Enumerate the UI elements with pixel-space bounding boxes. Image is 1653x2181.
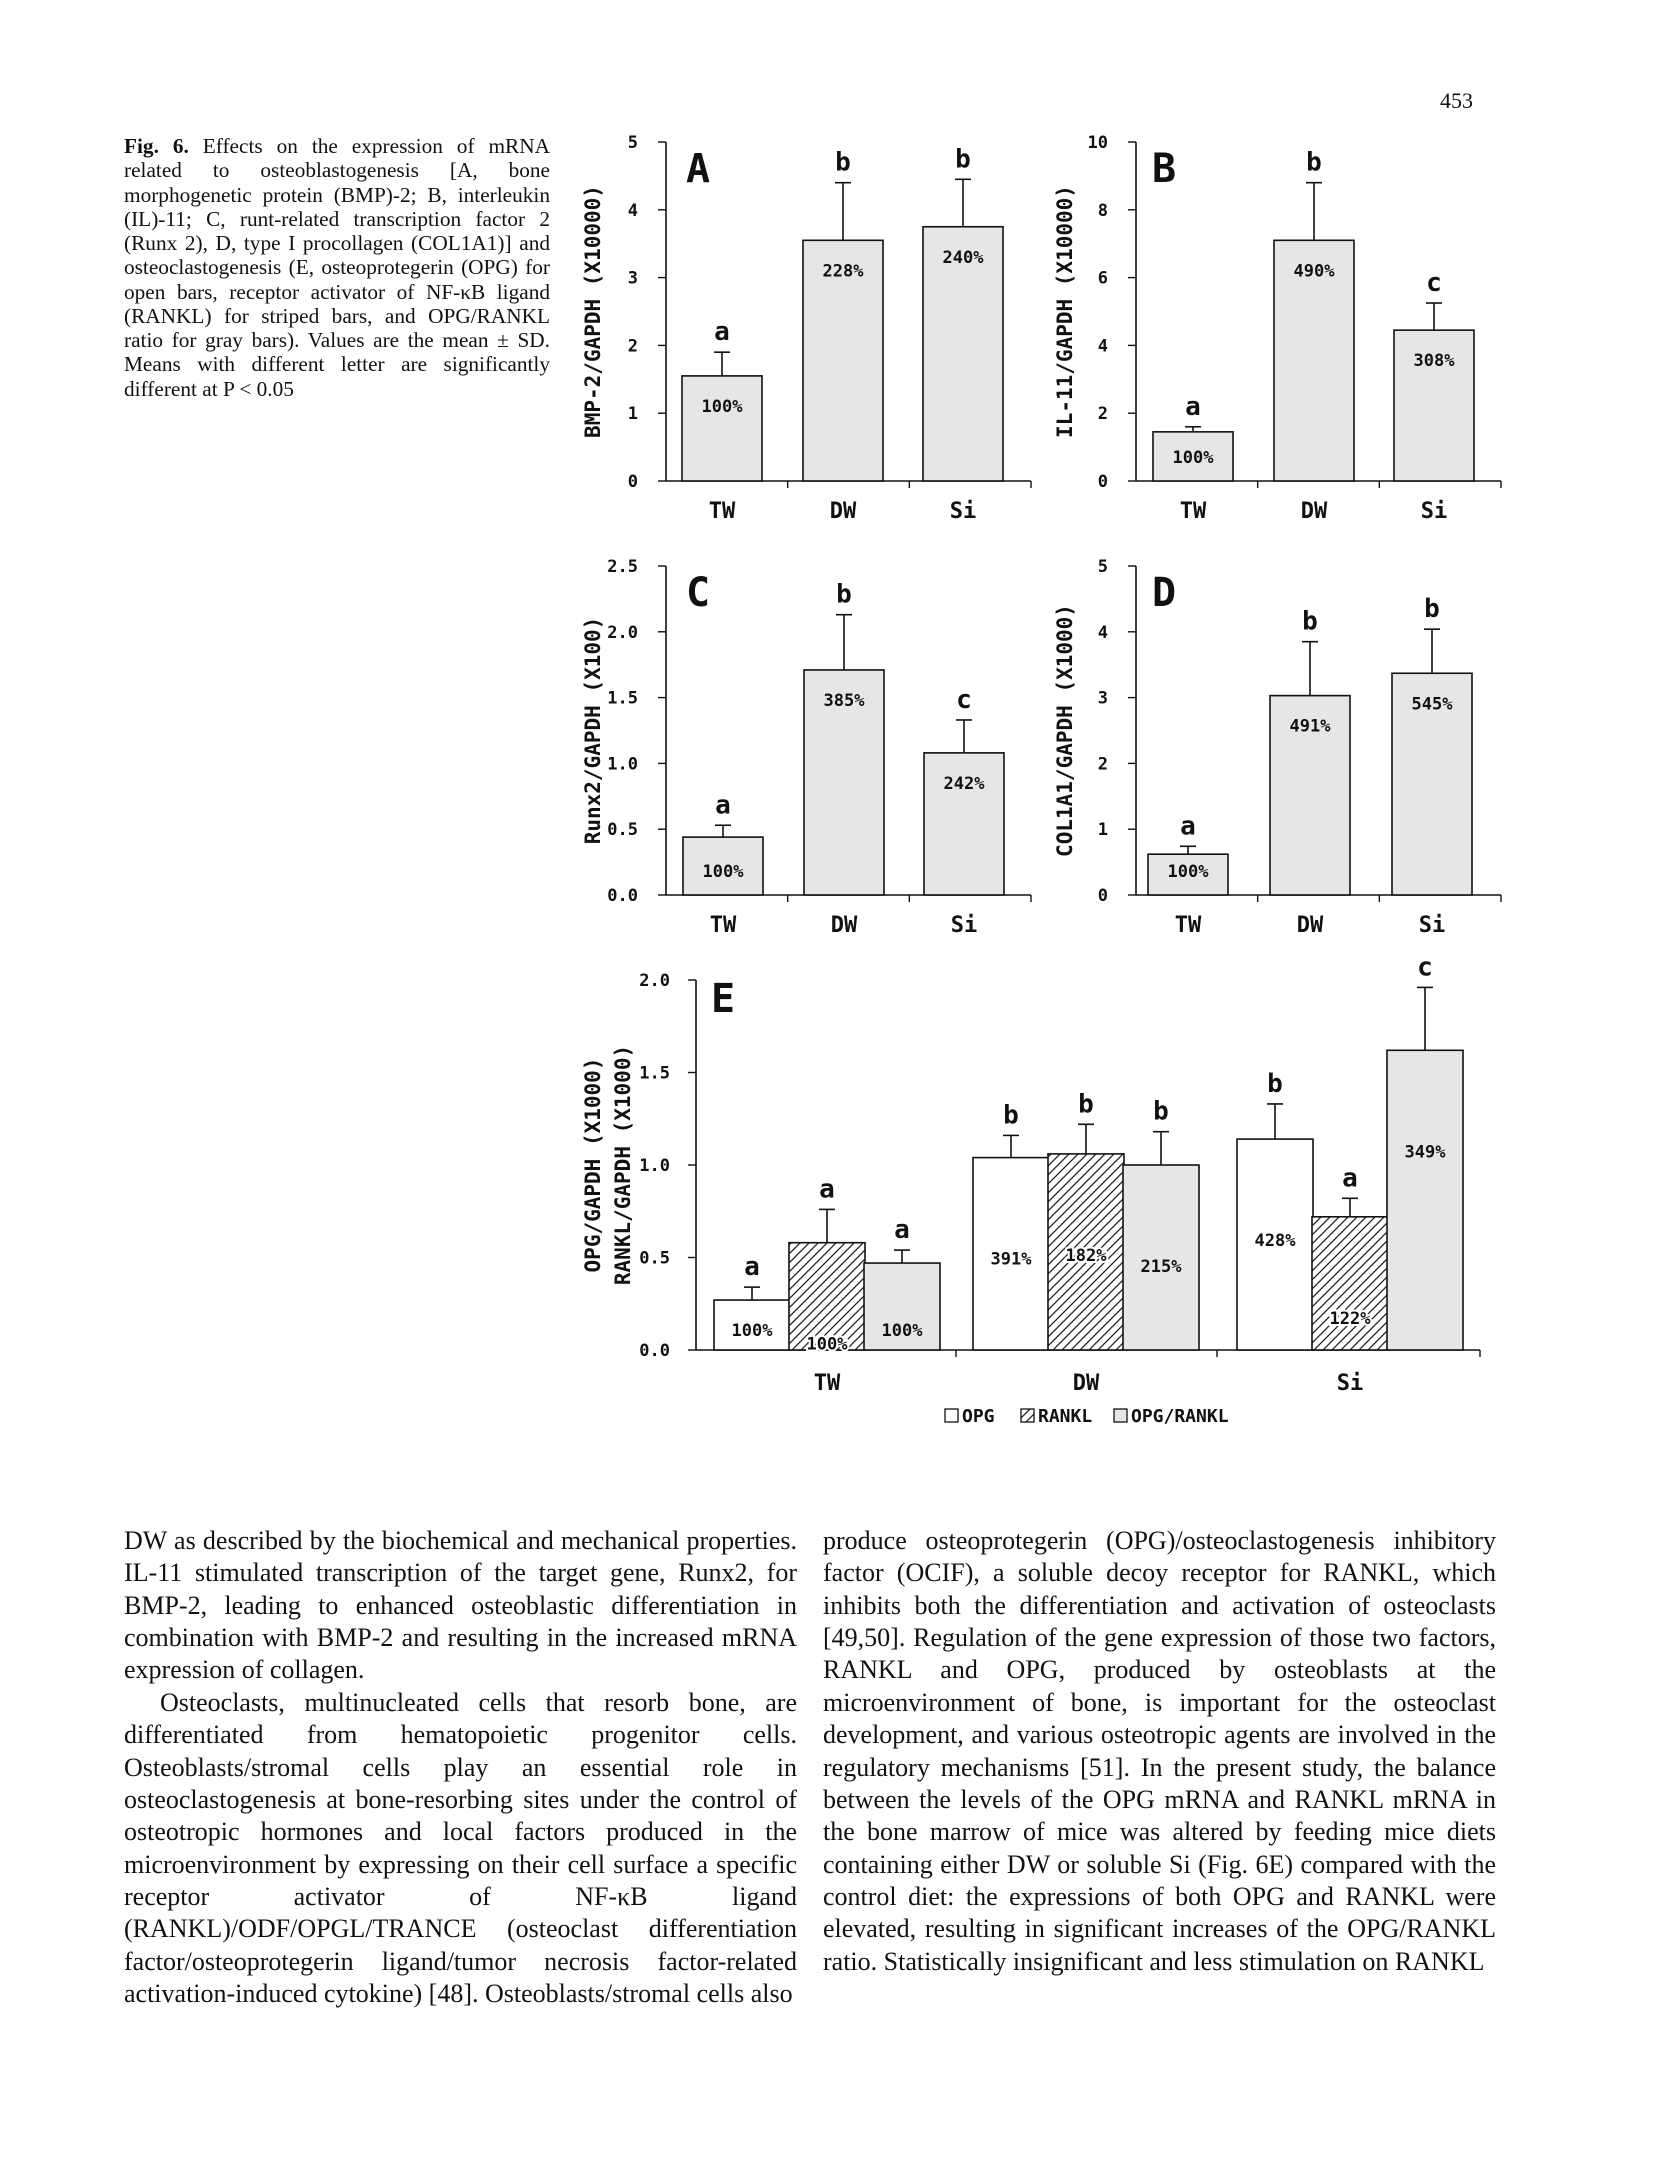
panel-a-panel-letter: A xyxy=(686,146,711,192)
panel-d-y-tick-label: 2 xyxy=(1097,754,1108,775)
panel-e-sig-letter: b xyxy=(1003,1100,1019,1131)
panel-e-y-tick-label: 2.0 xyxy=(639,971,670,991)
panel-c-x-tick-label: Si xyxy=(950,913,978,938)
panel-e-y-tick-label: 0.5 xyxy=(639,1248,670,1269)
legend-swatch-opg-rankl xyxy=(1114,1409,1127,1422)
panel-e-sig-letter: b xyxy=(1078,1089,1094,1120)
body-paragraph: produce osteoprotegerin (OPG)/osteoclastogenesis inhibitory factor (OCIF), a soluble decoy receptor for RANKL, which inhibits both the differentiation and activation of osteoclasts [49,50]. Regulation of the gene expression of those two factors, RANKL and OPG, produced by osteoblasts at the microenvironment of bone, is important for the osteoclast development, and various osteotropic agents are involved in the regulatory mechanisms [51]. In the present study, the balance between the levels of the OPG mRNA and RANKL mRNA in the bone marrow of mice was altered by feeding mice diets containing either DW or soluble Si (Fig. 6E) compared with the control diet: the expressions of both OPG and RANKL were elevated, resulting in significant increases of the OPG/RANKL ratio. Statistically insignificant and less stimulation on RANKL xyxy=(823,1526,1496,1976)
panel-a-bar xyxy=(682,376,762,481)
legend-swatch-opg xyxy=(945,1409,958,1422)
panel-b-x-tick-label: TW xyxy=(1179,499,1207,524)
panel-c-x-tick-label: DW xyxy=(830,913,858,938)
panel-c-y-tick-label: 2.0 xyxy=(607,622,638,643)
body-paragraph: Osteoclasts, multinucleated cells that resorb bone, are differentiated from hematopoietic progenitor cells. Osteoblasts/stromal cells play an essential role in osteoclastogenesis at bone-resorbing sites under the control of osteotropic hormones and local factors produced in the microenvironment by expressing on their cell surface a specific receptor activator of NF-κB ligand (RANKL)/ODF/OPGL/TRANCE (osteoclast differentiation factor/osteoprotegerin ligand/tumor necrosis factor-related activation-induced cytokine) [48]. Osteoblasts/stromal cells also xyxy=(124,1687,797,2009)
panel-b-panel-letter: B xyxy=(1152,146,1177,192)
panel-e-panel-letter: E xyxy=(711,976,736,1022)
panel-b-y-tick-label: 8 xyxy=(1097,200,1108,221)
panel-c-sig-letter: c xyxy=(956,684,972,715)
panel-e-bar-value-label: 349% xyxy=(1404,1142,1446,1163)
panel-a-y-tick-label: 4 xyxy=(627,200,638,221)
panel-b-y-tick-label: 10 xyxy=(1087,133,1108,153)
panel-d-bar-value-label: 491% xyxy=(1289,716,1331,737)
panel-a-bar-value-label: 100% xyxy=(701,396,743,417)
panel-a-y-tick-label: 2 xyxy=(627,336,638,357)
panel-a-x-tick-label: Si xyxy=(949,499,977,524)
panel-b-sig-letter: c xyxy=(1426,268,1442,299)
panel-e-bar-value-label: 100% xyxy=(731,1321,773,1341)
panel-a-y-label: BMP-2/GAPDH (X10000) xyxy=(581,185,605,438)
panel-e-y-tick-label: 1.0 xyxy=(639,1156,670,1176)
panel-d-y-tick-label: 1 xyxy=(1097,820,1108,841)
panel-e-x-tick-label: DW xyxy=(1072,1371,1100,1396)
panel-b-sig-letter: b xyxy=(1306,147,1322,178)
panel-c-sig-letter: a xyxy=(715,790,731,821)
panel-e-sig-letter: a xyxy=(744,1252,760,1283)
panel-e-bar-value-label: 122% xyxy=(1329,1308,1371,1329)
panel-d-x-tick-label: Si xyxy=(1418,913,1446,938)
caption-label: Fig. 6. xyxy=(124,134,189,158)
body-paragraph: DW as described by the biochemical and mechanical properties. IL-11 stimulated transcription of the target gene, Runx2, for BMP-2, leading to enhanced osteoblastic differentiation in combination with BMP-2 and resulting in the increased mRNA expression of collagen. xyxy=(124,1526,797,1685)
panel-d-y-tick-label: 3 xyxy=(1097,688,1108,709)
legend-label: OPG xyxy=(962,1406,995,1427)
panel-e-x-tick-label: TW xyxy=(813,1371,841,1396)
panel-b-x-tick-label: DW xyxy=(1300,499,1328,524)
panel-e-bar-gray xyxy=(1387,1050,1463,1350)
panel-e-x-tick-label: Si xyxy=(1336,1371,1364,1396)
panel-c-y-tick-label: 1.5 xyxy=(607,688,638,709)
panel-a-x-tick-label: DW xyxy=(829,499,857,524)
panel-a-y-tick-label: 0 xyxy=(627,472,638,492)
panel-e-sig-letter: a xyxy=(1342,1163,1358,1194)
panel-e-bar-value-label: 100% xyxy=(806,1334,848,1355)
legend-label: RANKL xyxy=(1038,1406,1093,1427)
panel-b-sig-letter: a xyxy=(1185,391,1201,422)
panel-c-sig-letter: b xyxy=(836,579,852,610)
panel-e-sig-letter: a xyxy=(894,1215,910,1246)
panel-a-sig-letter: b xyxy=(955,144,971,175)
panel-e-sig-letter: b xyxy=(1267,1068,1283,1099)
panel-e-bar-value-label: 428% xyxy=(1254,1231,1296,1252)
body-column-right xyxy=(823,1525,1496,1978)
legend-label: OPG/RANKL xyxy=(1131,1406,1229,1427)
panel-a-sig-letter: b xyxy=(835,147,851,178)
panel-c-y-tick-label: 1.0 xyxy=(607,754,638,775)
panel-b-bar-value-label: 308% xyxy=(1413,351,1455,372)
panel-e-sig-letter: a xyxy=(819,1174,835,1205)
panel-c-bar-value-label: 385% xyxy=(823,690,865,711)
panel-c-bar-value-label: 242% xyxy=(943,773,985,794)
panel-c-y-tick-label: 0.0 xyxy=(607,886,638,906)
panel-b-y-tick-label: 4 xyxy=(1097,336,1108,357)
panel-e-bar-striped xyxy=(1312,1217,1388,1350)
panel-d-sig-letter: a xyxy=(1180,811,1196,842)
panel-d-x-tick-label: DW xyxy=(1296,913,1324,938)
panel-a-y-tick-label: 3 xyxy=(627,268,638,289)
panel-d-y-tick-label: 5 xyxy=(1097,557,1108,577)
panel-b-bar-value-label: 490% xyxy=(1293,261,1335,282)
panel-d-x-tick-label: TW xyxy=(1174,913,1202,938)
panel-a-bar-value-label: 240% xyxy=(942,247,984,268)
panel-e-bar-value-label: 215% xyxy=(1140,1257,1182,1277)
panel-a-sig-letter: a xyxy=(714,317,730,348)
panel-d-y-label: COL1A1/GAPDH (X1000) xyxy=(1053,604,1077,857)
panel-c-bar-value-label: 100% xyxy=(702,862,744,882)
panel-e-y-label-2: RANKL/GAPDH (X1000) xyxy=(611,1044,635,1286)
panel-e-y-label: OPG/GAPDH (X1000) xyxy=(581,1057,605,1273)
panel-b-y-tick-label: 2 xyxy=(1097,404,1108,425)
panel-e-sig-letter: b xyxy=(1153,1096,1169,1127)
panel-d-bar-value-label: 100% xyxy=(1167,862,1209,882)
panel-e-bar-value-label: 391% xyxy=(990,1249,1032,1270)
panel-e-y-tick-label: 1.5 xyxy=(639,1063,670,1084)
panel-e-bar-value-label: 182% xyxy=(1065,1245,1107,1266)
panel-a-x-tick-label: TW xyxy=(708,499,736,524)
panel-a-y-tick-label: 1 xyxy=(627,404,638,425)
body-column-left xyxy=(124,1525,797,2010)
panel-d-sig-letter: b xyxy=(1302,606,1318,637)
panel-d-y-tick-label: 0 xyxy=(1097,886,1108,906)
panel-c-y-tick-label: 2.5 xyxy=(607,557,638,577)
panel-b-y-tick-label: 6 xyxy=(1097,268,1108,289)
legend-swatch-rankl xyxy=(1021,1409,1034,1422)
panel-d-y-tick-label: 4 xyxy=(1097,622,1108,643)
panel-b-y-label: IL-11/GAPDH (X10000) xyxy=(1053,185,1077,438)
panel-c-y-tick-label: 0.5 xyxy=(607,820,638,841)
panel-a-y-tick-label: 5 xyxy=(627,133,638,153)
page-number: 453 xyxy=(1440,88,1473,113)
panel-e-y-tick-label: 0.0 xyxy=(639,1341,670,1361)
panel-d-sig-letter: b xyxy=(1424,594,1440,625)
panel-a-bar-value-label: 228% xyxy=(822,261,864,282)
panel-c-x-tick-label: TW xyxy=(709,913,737,938)
panel-c-panel-letter: C xyxy=(686,570,711,616)
panel-d-bar-value-label: 545% xyxy=(1411,694,1453,715)
panel-b-y-tick-label: 0 xyxy=(1097,472,1108,492)
panel-c-y-label: Runx2/GAPDH (X100) xyxy=(581,616,605,845)
panel-d-panel-letter: D xyxy=(1152,570,1177,616)
panel-b-bar-value-label: 100% xyxy=(1172,448,1214,468)
panel-e-bar-value-label: 100% xyxy=(881,1321,923,1341)
panel-b-x-tick-label: Si xyxy=(1420,499,1448,524)
caption-text: Effects on the expression of mRNA related to osteoblastogenesis [A, bone morphogenetic protein (BMP)-2; B, interleukin (IL)-11; C, runt-related transcription factor 2 (Runx 2), D, type I procollagen (COL1A1)] and osteoclastogenesis (E, osteoprotegerin (OPG) for open bars, receptor activator of NF-κB ligand (RANKL) for striped bars, and OPG/RANKL ratio for gray bars). Values are the mean ± SD. Means with different letter are significantly different at P < 0.05 xyxy=(124,134,550,401)
panel-e-sig-letter: c xyxy=(1417,952,1433,983)
